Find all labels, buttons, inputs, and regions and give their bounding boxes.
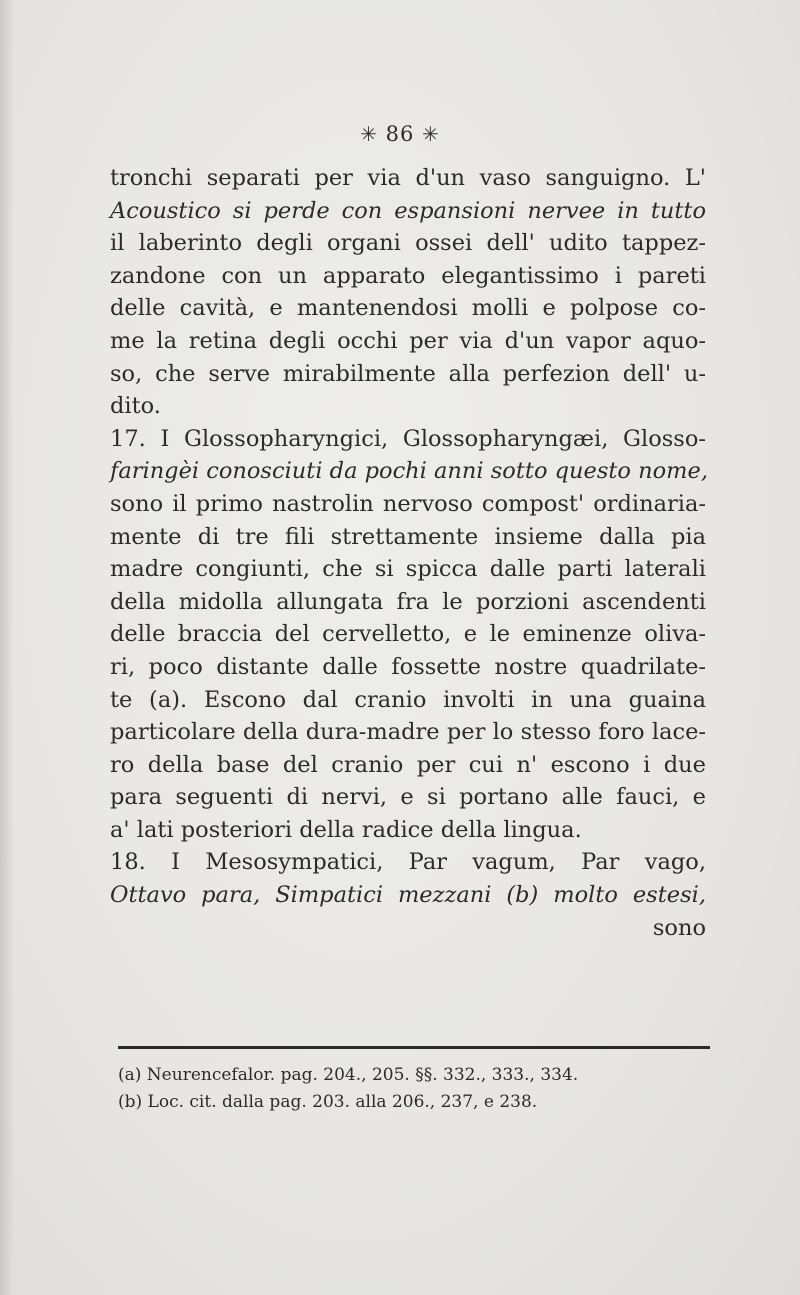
text-line: ri, poco distante dalle fossette nostre quadrilate-: [110, 653, 706, 680]
running-header: [0, 122, 800, 146]
text-line: zandone con un apparato elegantissimo i pareti: [110, 262, 706, 289]
text-line: della midolla allungata fra le porzioni ascendenti: [110, 588, 706, 615]
text-line: te (a). Escono dal cranio involti in una guaina: [110, 686, 706, 713]
body-text: [110, 162, 706, 944]
text-line: ro della base del cranio per cui n' escono i due: [110, 751, 706, 778]
ornament-left-icon: ✳: [360, 122, 378, 146]
text-line: sono il primo nastrolin nervoso compost' ordinaria-: [110, 490, 706, 517]
page-gutter-shadow: [0, 0, 14, 1295]
text-line: faringèi conosciuti da pochi anni sotto questo nome,: [110, 458, 708, 485]
page-number: 86: [385, 122, 415, 146]
ornament-right-icon: ✳: [422, 122, 440, 146]
text-line: 18. I Mesosympatici, Par vagum, Par vago,: [110, 849, 706, 876]
text-line: particolare della dura-madre per lo stesso foro lace-: [110, 719, 706, 746]
text-line: Ottavo para, Simpatici mezzani (b) molto estesi,: [110, 882, 706, 909]
text-line: a' lati posteriori della radice della lingua.: [110, 816, 582, 843]
text-line: 17. I Glossopharyngici, Glossopharyngæi, Glosso-: [110, 425, 706, 452]
text-line: il laberinto degli organi ossei dell' udito tappez-: [110, 230, 706, 257]
text-line: tronchi separati per via d'un vaso sanguigno. L': [110, 165, 706, 191]
footnotes: [118, 1062, 718, 1116]
text-line: Acoustico si perde con espansioni nervee in tutto: [110, 197, 706, 224]
text-line: madre congiunti, che si spicca dalle parti laterali: [110, 556, 706, 583]
catchword: sono: [652, 914, 706, 941]
text-line: so, che serve mirabilmente alla perfezion dell' u-: [110, 360, 706, 387]
footnote: (b) Loc. cit. dalla pag. 203. alla 206., 237, e 238.: [118, 1092, 538, 1112]
text-line: delle cavità, e mantenendosi molli e polpose co-: [110, 295, 706, 322]
footnote-rule: [118, 1046, 710, 1049]
text-line: para seguenti di nervi, e si portano alle fauci, e: [110, 784, 706, 811]
text-line: dito.: [110, 393, 161, 420]
text-line: mente di tre fili strettamente insieme dalla pia: [110, 523, 706, 550]
text-line: delle braccia del cervelletto, e le eminenze oliva-: [110, 621, 706, 648]
text-line: me la retina degli occhi per via d'un vapor aquo-: [110, 327, 706, 354]
footnote: (a) Neurencefalor. pag. 204., 205. §§. 332., 333., 334.: [118, 1065, 579, 1085]
